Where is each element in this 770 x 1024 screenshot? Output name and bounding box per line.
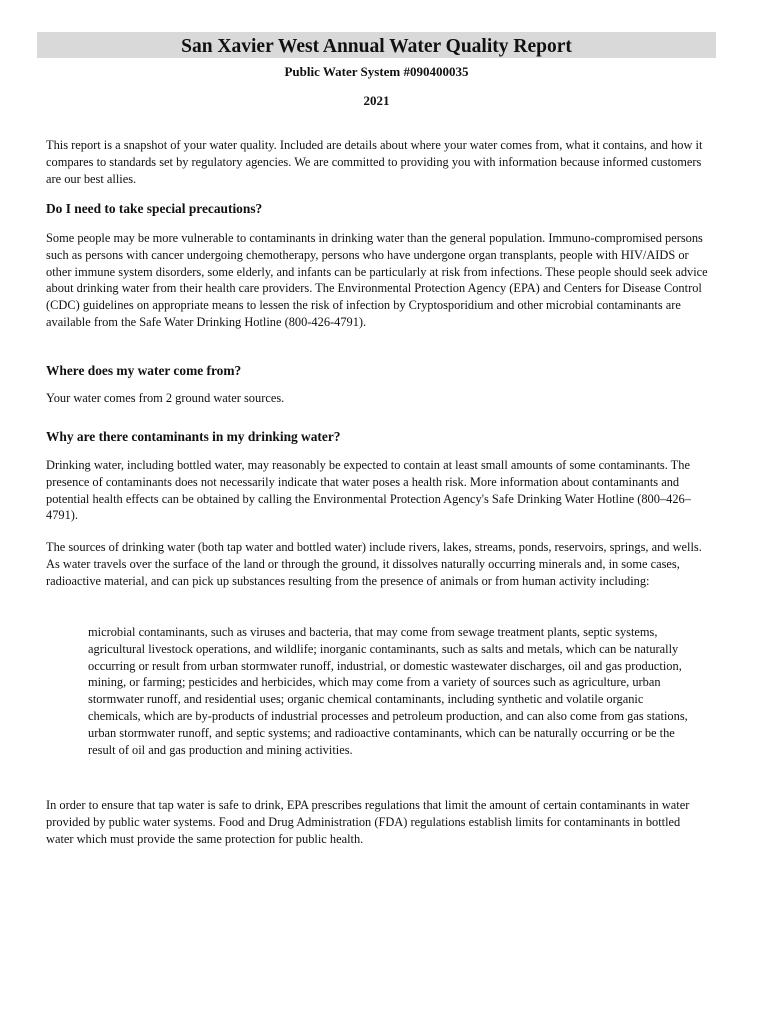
heading-contaminants: Why are there contaminants in my drinking water? [46,429,341,444]
system-id: Public Water System #090400035 [284,64,469,79]
title-banner [37,32,716,58]
heading-water-source: Where does my water come from? [46,363,242,378]
regulations-paragraph: In order to ensure that tap water is safe to drink, EPA prescribes regulations that limit the amount of certain contaminants in water provided by public water systems. Food and Drug Administration (FDA) regulations establish limits for contaminants in bottled water which must provide the same protection for public health. [46,798,690,846]
precautions-paragraph: Some people may be more vulnerable to contaminants in drinking water than the general population. Immuno-compromised persons such as persons with cancer undergoing chemotherapy, persons who have undergone organ transplants, people with HIV/AIDS or other immune system disorders, some elderly, and infants can be particularly at risk from infections. These people should seek advice about drinking water from their health care providers. The Environmental Protection Agency (EPA) and Centers for Disease Control (CDC) guidelines on appropriate means to lessen the risk of infection by Cryptosporidium and other microbial contaminants are available from the Safe Water Drinking Hotline (800-426-4791). [46,231,708,329]
report-year: 2021 [363,93,390,108]
water-source-paragraph: Your water comes from 2 ground water sources. [46,391,285,405]
heading-precautions: Do I need to take special precautions? [46,201,263,216]
contaminants-paragraph: Drinking water, including bottled water, may reasonably be expected to contain at least small amounts of some contaminants. The presence of contaminants does not necessarily indicate that water poses a health risk. More information about contaminants and potential health effects can be obtained by calling the Environmental Protection Agency's Safe Drinking Water Hotline (800–426–4791). [46,458,691,523]
report-title: San Xavier West Annual Water Quality Report [181,36,572,57]
intro-paragraph: This report is a snapshot of your water quality. Included are details about where your water comes from, what it contains, and how it compares to standards set by regulatory agencies. We are committed to providing you with information because informed customers are our best allies. [46,138,703,186]
contaminant-types-list: microbial contaminants, such as viruses and bacteria, that may come from sewage treatment plants, septic systems, agricultural livestock operations, and wildlife; inorganic contaminants, such as salts and metals, which can be naturally occurring or result from urban stormwater runoff, industrial, or domestic wastewater discharges, oil and gas production, mining, or farming; pesticides and herbicides, which may come from a variety of sources such as agriculture, urban stormwater runoff, and residential uses; organic chemical contaminants, including synthetic and volatile organic chemicals, which are by-products of industrial processes and petroleum production, and can also come from gas stations, urban stormwater runoff, and septic systems; and radioactive contaminants, which can be naturally occurring or be the result of oil and gas production and mining activities. [88,625,688,757]
sources-paragraph: The sources of drinking water (both tap water and bottled water) include rivers, lakes, streams, ponds, reservoirs, springs, and wells. As water travels over the surface of the land or through the ground, it dissolves naturally occurring minerals and, in some cases, radioactive material, and can pick up substances resulting from the presence of animals or from human activity including: [46,540,702,588]
